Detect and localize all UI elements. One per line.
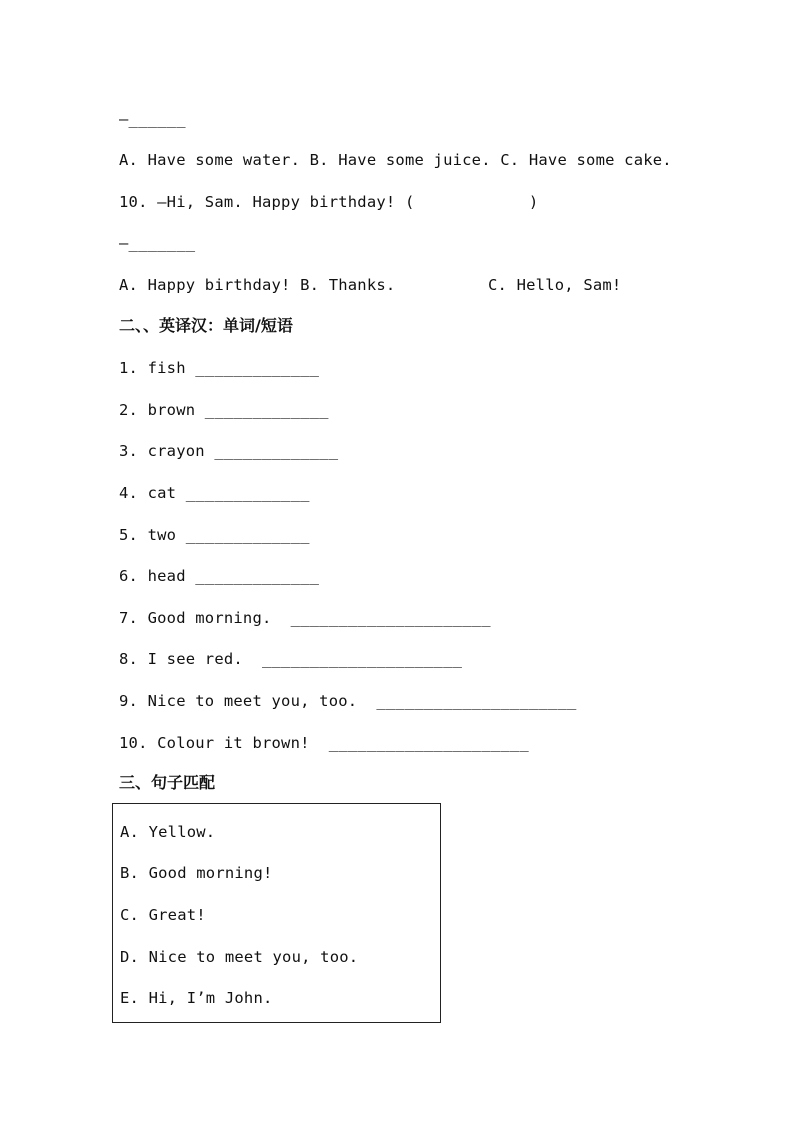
q9-answer-line: —______: [119, 110, 186, 128]
vocab-item-9: 9. Nice to meet you, too. _____________________: [119, 692, 577, 710]
vocab-item-8: 8. I see red. _____________________: [119, 650, 463, 668]
match-option-d: D. Nice to meet you, too.: [120, 948, 359, 966]
vocab-item-6: 6. head _____________: [119, 567, 320, 585]
vocab-item-4: 4. cat _____________: [119, 484, 310, 502]
match-option-e: E. Hi, I’m John.: [120, 989, 273, 1007]
vocab-item-3: 3. crayon _____________: [119, 442, 339, 460]
vocab-item-2: 2. brown _____________: [119, 401, 329, 419]
match-option-c: C. Great!: [120, 906, 206, 924]
vocab-item-5: 5. two _____________: [119, 526, 310, 544]
section2-heading: 二、、英译汉：单词/短语: [119, 316, 293, 335]
vocab-item-10: 10. Colour it brown! _____________________: [119, 734, 529, 752]
vocab-item-1: 1. fish _____________: [119, 359, 320, 377]
vocab-item-7: 7. Good morning. _____________________: [119, 609, 491, 627]
matching-options-box: [112, 803, 441, 1023]
q10-option-c: C. Hello, Sam!: [488, 276, 622, 294]
q10-question: 10. —Hi, Sam. Happy birthday! ( ): [119, 193, 539, 211]
section3-heading: 三、句子匹配: [119, 773, 216, 792]
q10-answer-line: —_______: [119, 234, 196, 252]
q9-options: A. Have some water. B. Have some juice. C. Have some cake.: [119, 151, 672, 169]
match-option-b: B. Good morning!: [120, 864, 273, 882]
q10-options-ab: A. Happy birthday! B. Thanks.: [119, 276, 396, 294]
match-option-a: A. Yellow.: [120, 823, 216, 841]
